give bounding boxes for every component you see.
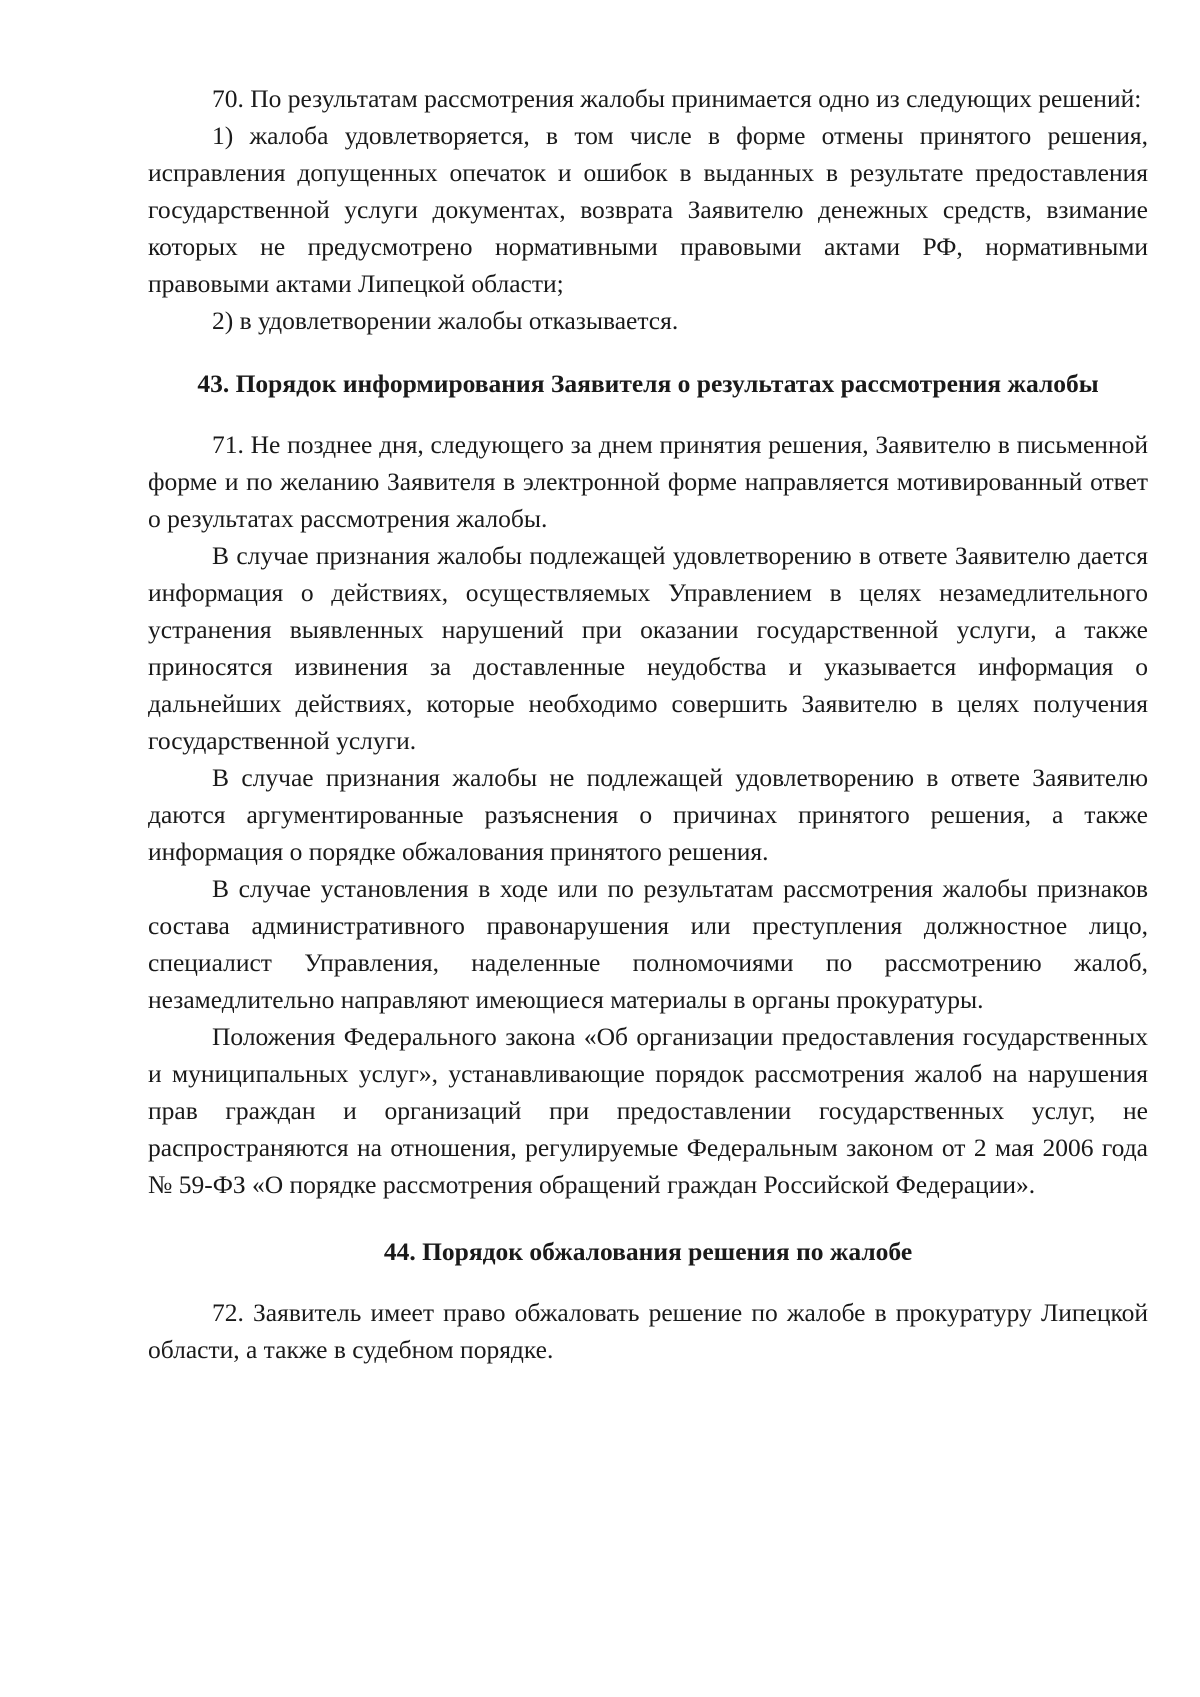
section-44-heading: 44. Порядок обжалования решения по жалобе [383, 1237, 913, 1266]
paragraph-71-rejected: В случае признания жалобы не подлежащей удовлетворению в ответе Заявителю даются аргументированные разъяснения о причинах принятого решения, а также информация о порядке обжалования принятого решения. [148, 763, 1148, 866]
paragraph-70: 70. По результатам рассмотрения жалобы принимается одно из следующих решений: [212, 84, 1142, 113]
paragraph-72: 72. Заявитель имеет право обжаловать решение по жалобе в прокуратуру Липецкой области, а также в судебном порядке. [148, 1298, 1148, 1364]
paragraph-71-satisfied: В случае признания жалобы подлежащей удовлетворению в ответе Заявителю дается информация о действиях, осуществляемых Управлением в целях незамедлительного устранения выявленных нарушений при оказании государственной услуги, а также приносятся извинения за доставленные неудобства и указывается информация о дальнейших действиях, которые необходимо совершить Заявителю в целях получения государственной услуги. [148, 541, 1148, 755]
paragraph-71-violation: В случае установления в ходе или по результатам рассмотрения жалобы признаков состава административного правонарушения или преступления должностное лицо, специалист Управления, наделенные полномочиями по рассмотрению жалоб, незамедлительно направляют имеющиеся материалы в органы прокуратуры. [148, 874, 1148, 1014]
paragraph-71-federal-law: Положения Федерального закона «Об организации предоставления государственных и муниципальных услуг», устанавливающие порядок рассмотрения жалоб на нарушения прав граждан и организаций при предоставлении государственных услуг, не распространяются на отношения, регулируемые Федеральным законом от 2 мая 2006 года № 59-ФЗ «О порядке рассмотрения обращений граждан Российской Федерации». [148, 1022, 1148, 1199]
document-body [148, 80, 1148, 1368]
paragraph-71: 71. Не позднее дня, следующего за днем принятия решения, Заявителю в письменной форме и по желанию Заявителя в электронной форме направляется мотивированный ответ о результатах рассмотрения жалобы. [148, 430, 1148, 533]
section-43-heading: 43. Порядок информирования Заявителя о результатах рассмотрения жалобы [197, 369, 1099, 398]
paragraph-70-item-2: 2) в удовлетворении жалобы отказывается. [212, 306, 679, 335]
paragraph-70-item-1: 1) жалоба удовлетворяется, в том числе в форме отмены принятого решения, исправления допущенных опечаток и ошибок в выданных в результате предоставления государственной услуги документах, возврата Заявителю денежных средств, взимание которых не предусмотрено нормативными правовыми актами РФ, нормативными правовыми актами Липецкой области; [148, 121, 1148, 298]
